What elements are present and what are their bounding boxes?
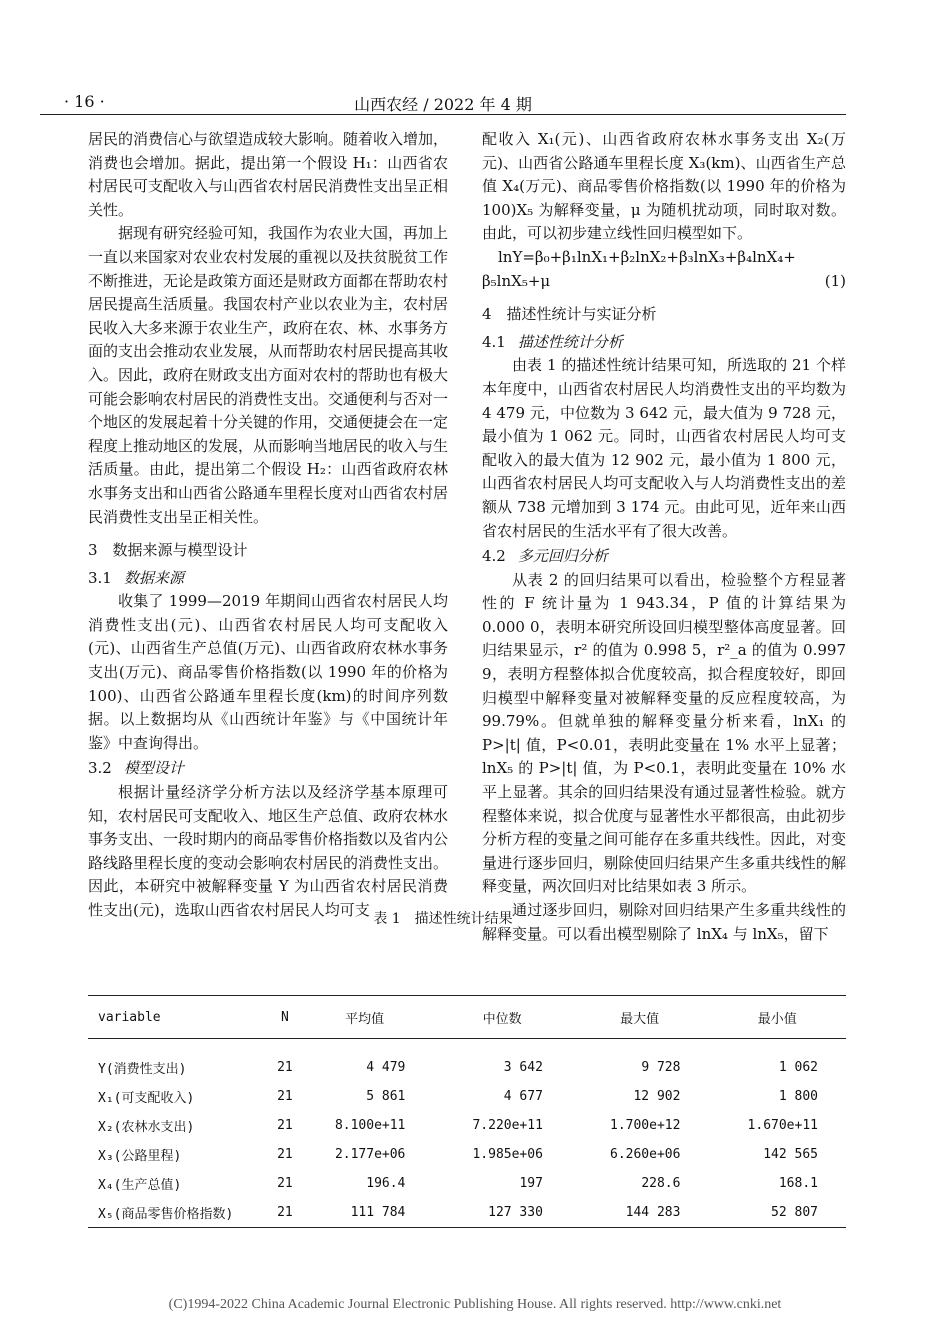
paragraph: 从表 2 的回归结果可以看出，检验整个方程显著性的 F 统计量为 1 943.34，P 值的计算结果为 0.000 0，表明本研究所设回归模型整体高度显著。回归结果显示，r² 的值为 0.998 5，r²_a 的值为 0.997 9，表明方程整体拟合优度较高，拟合程度较好，即回归模型中解释变量对被解释变量的反应程度较高，为 99.79%。但就单独的解释变量分析来看，lnX₁ 的 P>|t| 值，P<0.01，表明此变量在 1% 水平上显著；lnX₅ 的 P>|t| 值，为 P<0.1，表明此变量在 10% 水平上显著。其余的回归结果没有通过显著性检验。就方程整体来说，拟合优度与显著性水平都很高，由此初步分析方程的变量之间可能存在多重共线性。因此，对变量进行逐步回归，剔除使回归结果产生多重共线性的解释变量，两次回归对比结果如表 3 所示。 bbox=[482, 570, 846, 896]
table-cell: 12 902 bbox=[633, 1089, 681, 1104]
paragraph: 居民的消费信心与欲望造成较大影响。随着收入增加，消费也会增加。据此，提出第一个假设 H₁：山西省农村居民可支配收入与山西省农村居民消费性支出呈正相关性。 bbox=[88, 130, 449, 219]
right-column bbox=[482, 128, 846, 946]
table-cell: 9 728 bbox=[641, 1060, 681, 1075]
table-cell: 21 bbox=[277, 1060, 293, 1075]
table-cell: 52 807 bbox=[771, 1205, 818, 1220]
equation-text: β₅lnX₅+μ bbox=[482, 271, 551, 290]
table-cell: X₄(生产总值) bbox=[98, 1178, 182, 1193]
table-cell: Y(消费性支出) bbox=[98, 1062, 187, 1077]
table-cell: 3 642 bbox=[503, 1060, 543, 1075]
table-row bbox=[88, 1198, 846, 1228]
subsection-title: 描述性统计分析 bbox=[517, 332, 623, 351]
subsection-number: 4.2 bbox=[482, 547, 506, 566]
table-cell: 21 bbox=[277, 1205, 293, 1220]
table-cell: 111 784 bbox=[350, 1205, 406, 1220]
subsection-number: 3.2 bbox=[88, 759, 112, 778]
equation-number: (1) bbox=[824, 271, 846, 290]
table-row bbox=[88, 1039, 846, 1083]
paragraph: 根据计量经济学分析方法以及经济学基本原理可知，农村居民可支配收入、地区生产总值、政府农林水事务支出、一段时期内的商品零售价格指数以及省内公路线路里程长度的变动会影响农村居民的消费性支出。因此，本研究中被解释变量 Y 为山西省农村居民消费性支出(元)，选取山西省农村居民人均可支 bbox=[88, 783, 449, 919]
page-number: · 16 · bbox=[64, 92, 105, 111]
subsection-heading bbox=[88, 567, 448, 591]
table-cell: X₁(可支配收入) bbox=[98, 1091, 195, 1106]
table-cell: 1.670e+11 bbox=[747, 1118, 818, 1133]
table-cell: 21 bbox=[277, 1089, 293, 1104]
copyright-footer: (C)1994-2022 China Academic Journal Electronic Publishing House. All rights reserved. http://www.cnki.net bbox=[168, 1297, 782, 1312]
column-header: 最大值 bbox=[620, 1011, 660, 1027]
paragraph: 通过逐步回归，剔除对回归结果产生多重共线性的解释变量。可以看出模型剔除了 lnX₄ 与 lnX₅，留下 bbox=[482, 901, 846, 943]
table-cell: 142 565 bbox=[763, 1147, 818, 1162]
table-cell: X₃(公路里程) bbox=[98, 1149, 182, 1164]
column-header: 平均值 bbox=[345, 1011, 385, 1027]
column-header: N bbox=[281, 1009, 289, 1025]
table-cell: X₂(农林水支出) bbox=[98, 1120, 195, 1135]
journal-title: 山西农经 / 2022 年 4 期 bbox=[354, 95, 532, 114]
table-cell: 144 283 bbox=[625, 1205, 681, 1220]
descriptive-stats-table bbox=[88, 995, 846, 1228]
table-cell: 196.4 bbox=[366, 1176, 406, 1191]
subsection-heading bbox=[88, 757, 448, 781]
equation-line bbox=[482, 270, 846, 294]
table-cell: 1 800 bbox=[778, 1089, 818, 1104]
column-header: 中位数 bbox=[482, 1011, 522, 1027]
table-cell: 4 479 bbox=[366, 1060, 406, 1075]
subsection-number: 4.1 bbox=[482, 332, 506, 351]
table-row bbox=[88, 1082, 846, 1111]
left-column bbox=[88, 128, 448, 923]
table-cell: 5 861 bbox=[366, 1089, 406, 1104]
equation-line: lnY=β₀+β₁lnX₁+β₂lnX₂+β₃lnX₃+β₄lnX₄+ bbox=[498, 247, 796, 266]
table-cell: 7.220e+11 bbox=[472, 1118, 543, 1133]
table-cell: 6.260e+06 bbox=[610, 1147, 681, 1162]
section-heading: 4 描述性统计与实证分析 bbox=[482, 305, 657, 324]
table-cell: 21 bbox=[277, 1118, 293, 1133]
table-cell: 1 062 bbox=[778, 1060, 818, 1075]
subsection-title: 多元回归分析 bbox=[517, 547, 608, 566]
table-cell: 2.177e+06 bbox=[334, 1147, 406, 1162]
table-row bbox=[88, 1169, 846, 1198]
table-cell: 21 bbox=[277, 1176, 293, 1191]
table-caption: 表 1 描述性统计结果 bbox=[373, 911, 513, 927]
table-cell: 197 bbox=[519, 1176, 543, 1191]
paragraph: 据现有研究经验可知，我国作为农业大国，再加上一直以来国家对农业农村发展的重视以及扶贫脱贫工作不断推进，无论是政策方面还是财政方面都在帮助农村居民提高生活质量。我国农村产业以农业为主，农村居民收入大多来源于农业生产，政府在农、林、水事务方面的支出会推动农业发展，从而帮助农村居民提高其收入。因此，政府在财政支出方面对农村的帮助也有极大可能会影响农村居民的消费性支出。交通便利与否对一个地区的发展起着十分关键的作用，交通便捷会在一定程度上推动地区的发展，从而影响当地居民的收入与生活质量。由此，提出第二个假设 H₂：山西省政府农林水事务支出和山西省公路通车里程长度对山西省农村居民消费性支出呈正相关性。 bbox=[88, 224, 449, 526]
table-cell: 127 330 bbox=[488, 1205, 543, 1220]
table-cell: 168.1 bbox=[778, 1176, 818, 1191]
subsection-title: 数据来源 bbox=[123, 568, 184, 587]
table-cell: X₅(商品零售价格指数) bbox=[98, 1207, 234, 1222]
table-row bbox=[88, 1140, 846, 1169]
table-row bbox=[88, 1111, 846, 1140]
section-heading: 3 数据来源与模型设计 bbox=[88, 541, 248, 560]
subsection-heading bbox=[482, 331, 846, 355]
paragraph: 由表 1 的描述性统计结果可知，所选取的 21 个样本年度中，山西省农村居民人均消费性支出的平均数为 4 479 元，中位数为 3 642 元，最大值为 9 728 元，最小值为 1 062 元。同时，山西省农村居民人均可支配收入的最大值为 12 902 元，最小值为 1 800 元，山西省农村居民人均可支配收入与人均消费性支出的差额从 738 元增加到 3 174 元。由此可见，近年来山西省农村居民的生活水平有了很大改善。 bbox=[482, 356, 846, 540]
paragraph: 收集了 1999—2019 年期间山西省农村居民人均消费性支出(元)、山西省农村居民人均可支配收入(元)、山西省生产总值(万元)、山西省政府农林水事务支出(万元)、商品零售价格指数(以 1990 年的价格为 100)、山西省公路通车里程长度(km)的时间序列数据。以上数据均从《山西统计年鉴》与《中国统计年鉴》中查询得出。 bbox=[88, 592, 448, 752]
table-cell: 8.100e+11 bbox=[334, 1118, 406, 1133]
column-header: 最小值 bbox=[757, 1011, 797, 1027]
subsection-number: 3.1 bbox=[88, 568, 112, 587]
column-header: variable bbox=[98, 1009, 161, 1025]
paragraph: 配收入 X₁(元)、山西省政府农林水事务支出 X₂(万元)、山西省公路通车里程长度 X₃(km)、山西省生产总值 X₄(万元)、商品零售价格指数(以 1990 年的价格为 100)X₅ 为解释变量，μ 为随机扰动项，同时取对数。由此，可以初步建立线性回归模型如下。 bbox=[482, 130, 846, 243]
subsection-title: 模型设计 bbox=[123, 759, 184, 778]
table-cell: 1.700e+12 bbox=[610, 1118, 681, 1133]
table-cell: 228.6 bbox=[641, 1176, 681, 1191]
table-cell: 4 677 bbox=[503, 1089, 543, 1104]
table-cell: 21 bbox=[277, 1147, 293, 1162]
running-header bbox=[40, 88, 846, 115]
table-cell: 1.985e+06 bbox=[472, 1147, 543, 1162]
subsection-heading bbox=[482, 545, 846, 569]
